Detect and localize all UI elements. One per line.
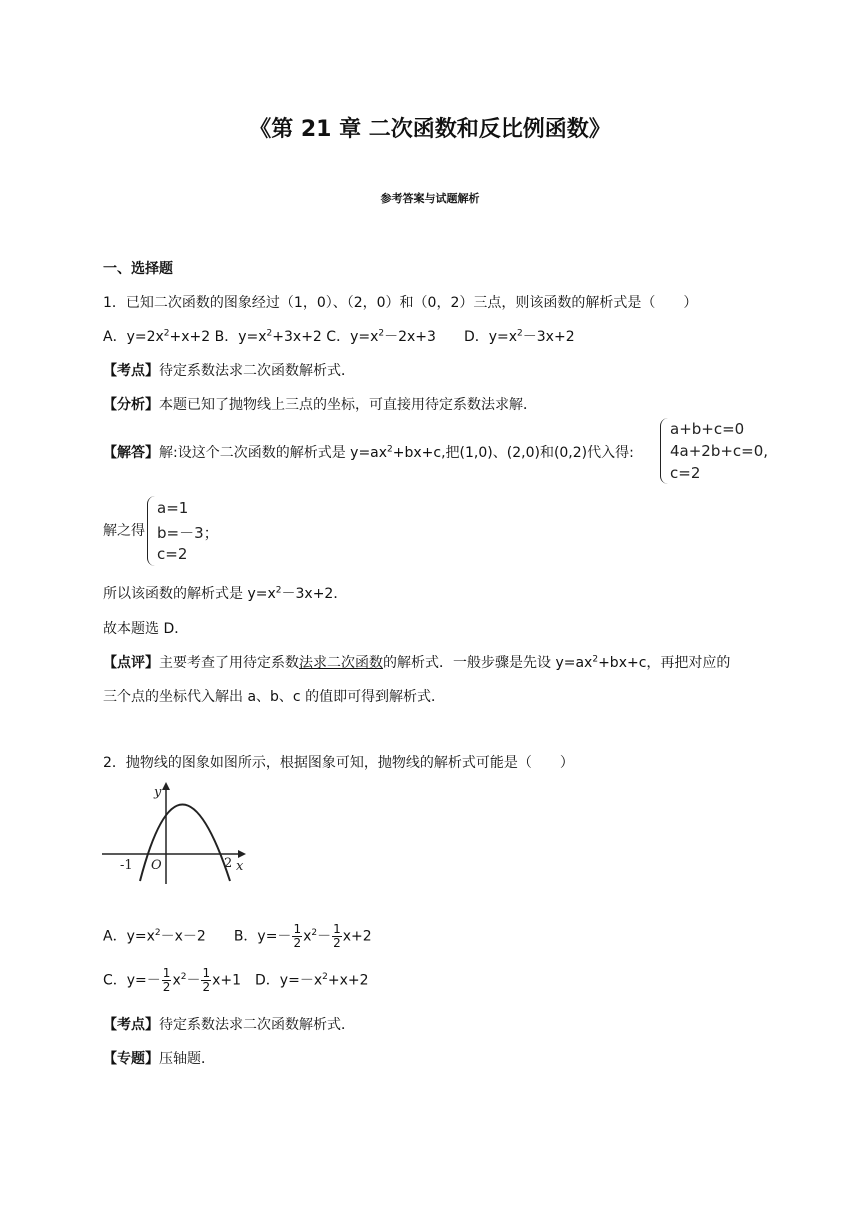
y-axis-arrow	[162, 782, 170, 790]
neg1-label: -1	[120, 858, 133, 873]
page-subtitle: 参考答案与试题解析	[380, 192, 480, 205]
q2-options-cd: C．y=－ $\frac{1}{2}$ $x^2-$ $\frac{1}{2}$ x+1 D．$y=-x^2+x+2$	[103, 966, 369, 994]
q1-jieda: 【解答】解:设这个二次函数的解析式是 $y=ax^2+bx+c$,把(1,0)、(2,0)和(0,2)代入得:	[103, 444, 634, 461]
q1-stem: 1．已知二次函数的图象经过（1，0）、（2，0）和（0，2）三点，则该函数的解析式是（ ）	[103, 295, 698, 311]
x-axis-arrow	[238, 850, 246, 858]
q1-dianping: 【点评】主要考查了用待定系数法求二次函数的解析式．一般步骤是先设 $y=ax^2+bx+c$，再把对应的	[103, 654, 731, 671]
section-heading: 一、选择题	[103, 261, 173, 277]
q2-stem: 2．抛物线的图象如图所示，根据图象可知，抛物线的解析式可能是（ ）	[103, 755, 574, 771]
equation-system-2: a=1 b=－3； c=2	[147, 496, 227, 566]
origin-label: O	[151, 858, 162, 873]
q1-choose: 故本题选 D．	[103, 621, 189, 637]
y-label: y	[154, 785, 162, 800]
q1-options: A．$y=2x^2+x+2$ B．$y=x^2+3x+2$ C．$y=x^2-2x+3$ D．$y=x^2-3x+2$	[103, 328, 575, 345]
q1-dianping-line2: 三个点的坐标代入解出 a、b、c 的值即可得到解析式．	[103, 689, 446, 705]
q2-options-ab: A．$y=x^2-x-2$ B．y=－ $\frac{1}{2}$ $x^2-$ $\frac{1}{2}$ x+2	[103, 922, 372, 950]
q1-fenxi: 【分析】本题已知了抛物线上三点的坐标，可直接用待定系数法求解．	[103, 397, 537, 413]
dianping-link[interactable]: 法求二次函数	[299, 655, 383, 671]
parabola-graph	[100, 776, 260, 886]
x-label: x	[236, 859, 244, 874]
q2-kaodian: 【考点】待定系数法求二次函数解析式．	[103, 1017, 355, 1033]
two-label: 2	[224, 856, 233, 871]
page-title: 《第 21 章 二次函数和反比例函数》	[249, 117, 611, 142]
q1-jiezhi: 解之得	[103, 523, 145, 539]
equation-system-1: a+b+c=0 4a+2b+c=0, c=2	[660, 418, 760, 484]
q2-zhuanti: 【专题】压轴题．	[103, 1051, 215, 1067]
q1-kaodian: 【考点】待定系数法求二次函数解析式．	[103, 363, 355, 379]
q1-result: 所以该函数的解析式是 $y=x^2-3x+2$．	[103, 585, 348, 602]
